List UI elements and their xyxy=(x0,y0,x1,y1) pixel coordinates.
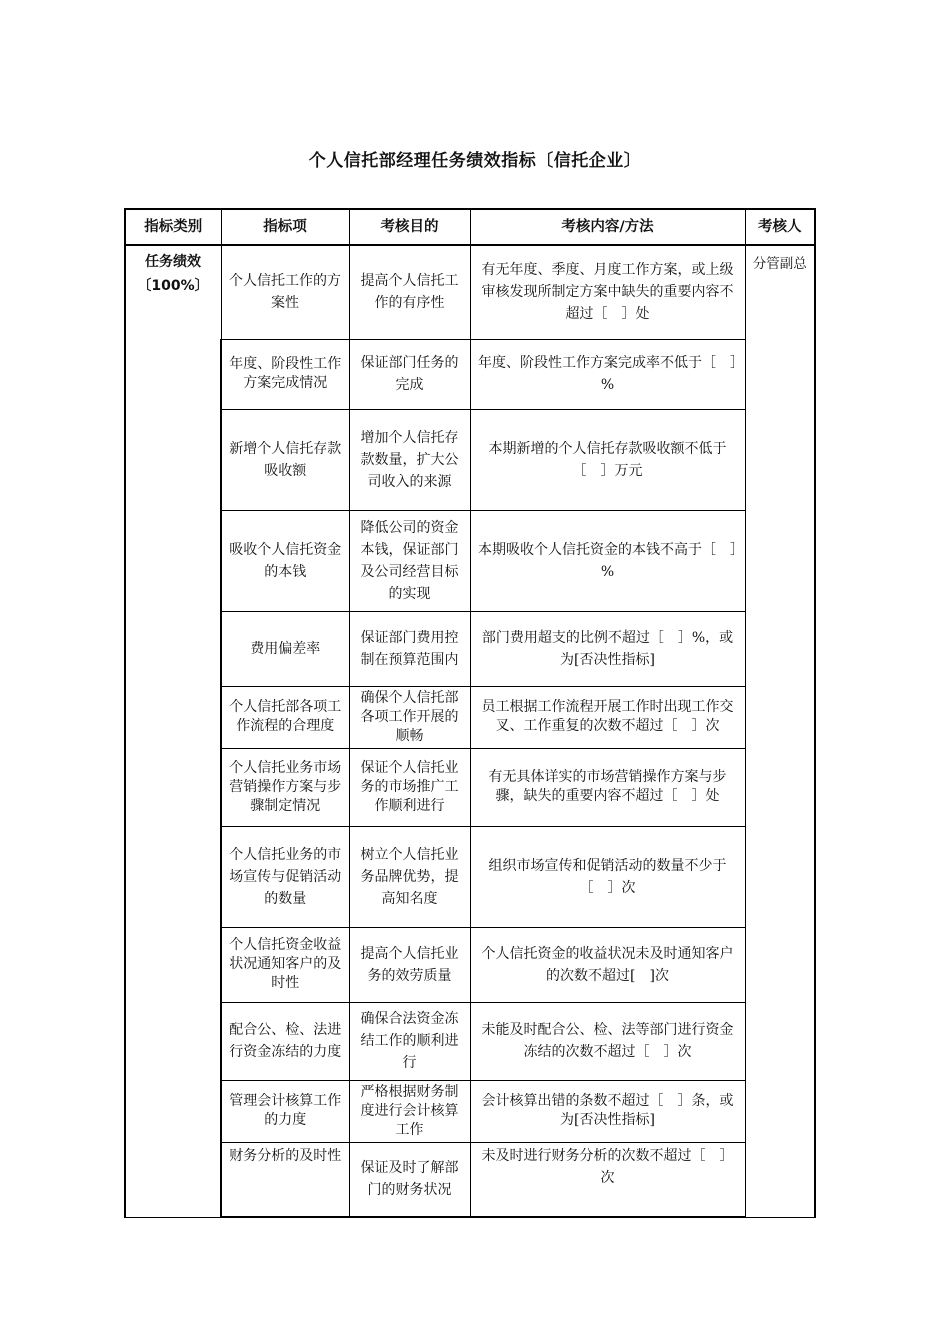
table-row xyxy=(125,611,815,686)
assessment-purpose: 降低公司的资金本钱，保证部门及公司经营目标的实现 xyxy=(349,510,470,611)
header-item: 指标项 xyxy=(221,209,349,245)
performance-table xyxy=(124,208,816,1218)
table-row xyxy=(125,510,815,611)
table-row xyxy=(125,245,815,339)
table-row xyxy=(125,748,815,826)
indicator-item: 财务分析的及时性 xyxy=(221,1142,349,1217)
table-row xyxy=(125,1142,815,1217)
indicator-item: 吸收个人信托资金的本钱 xyxy=(221,510,349,611)
assessment-purpose: 增加个人信托存款数量，扩大公司收入的来源 xyxy=(349,409,470,510)
reviewer-cell: 分管副总 xyxy=(745,245,815,1217)
category-weight: 〔100%〕 xyxy=(137,278,209,294)
assessment-content: 未能及时配合公、检、法等部门进行资金冻结的次数不超过［ ］次 xyxy=(470,1002,745,1080)
table-row xyxy=(125,927,815,1002)
assessment-content: 组织市场宣传和促销活动的数量不少于［ ］次 xyxy=(470,826,745,927)
header-reviewer: 考核人 xyxy=(745,209,815,245)
assessment-content: 会计核算出错的条数不超过［ ］条，或为[否决性指标] xyxy=(470,1080,745,1142)
assessment-content: 本期吸收个人信托资金的本钱不高于［ ］% xyxy=(470,510,745,611)
assessment-purpose: 保证部门任务的完成 xyxy=(349,339,470,409)
header-content: 考核内容/方法 xyxy=(470,209,745,245)
indicator-item: 新增个人信托存款吸收额 xyxy=(221,409,349,510)
indicator-item: 个人信托资金收益状况通知客户的及时性 xyxy=(221,927,349,1002)
table-row xyxy=(125,409,815,510)
assessment-content: 部门费用超支的比例不超过［ ］%，或为[否决性指标] xyxy=(470,611,745,686)
indicator-item: 管理会计核算工作的力度 xyxy=(221,1080,349,1142)
indicator-item: 配合公、检、法进行资金冻结的力度 xyxy=(221,1002,349,1080)
assessment-purpose: 确保合法资金冻结工作的顺利进行 xyxy=(349,1002,470,1080)
assessment-purpose: 树立个人信托业务品牌优势，提高知名度 xyxy=(349,826,470,927)
table-header-row xyxy=(125,209,815,245)
assessment-purpose: 提高个人信托工作的有序性 xyxy=(349,245,470,339)
indicator-item: 个人信托业务的市场宣传与促销活动的数量 xyxy=(221,826,349,927)
assessment-content: 员工根据工作流程开展工作时出现工作交叉、工作重复的次数不超过［ ］次 xyxy=(470,686,745,748)
assessment-content: 个人信托资金的收益状况未及时通知客户的次数不超过[ ]次 xyxy=(470,927,745,1002)
indicator-item: 个人信托业务市场营销操作方案与步骤制定情况 xyxy=(221,748,349,826)
category-label: 任务绩效 xyxy=(145,254,201,270)
assessment-content: 年度、阶段性工作方案完成率不低于［ ］% xyxy=(470,339,745,409)
indicator-item: 个人信托工作的方案性 xyxy=(221,245,349,339)
header-purpose: 考核目的 xyxy=(349,209,470,245)
indicator-item: 年度、阶段性工作方案完成情况 xyxy=(221,339,349,409)
indicator-item: 个人信托部各项工作流程的合理度 xyxy=(221,686,349,748)
category-cell xyxy=(125,245,221,1217)
page-title: 个人信托部经理任务绩效指标〔信托企业〕 xyxy=(308,151,642,171)
table-row xyxy=(125,1002,815,1080)
table-row xyxy=(125,339,815,409)
table-row xyxy=(125,686,815,748)
table-row xyxy=(125,1080,815,1142)
assessment-content: 未及时进行财务分析的次数不超过［ ］次 xyxy=(470,1142,745,1217)
assessment-purpose: 严格根据财务制度进行会计核算工作 xyxy=(349,1080,470,1142)
indicator-item: 费用偏差率 xyxy=(221,611,349,686)
assessment-content: 有无具体详实的市场营销操作方案与步骤，缺失的重要内容不超过［ ］处 xyxy=(470,748,745,826)
header-category: 指标类别 xyxy=(125,209,221,245)
assessment-purpose: 保证个人信托业务的市场推广工作顺利进行 xyxy=(349,748,470,826)
assessment-purpose: 保证及时了解部门的财务状况 xyxy=(349,1142,470,1217)
assessment-purpose: 保证部门费用控制在预算范围内 xyxy=(349,611,470,686)
table-row xyxy=(125,826,815,927)
assessment-purpose: 确保个人信托部各项工作开展的顺畅 xyxy=(349,686,470,748)
assessment-content: 本期新增的个人信托存款吸收额不低于［ ］万元 xyxy=(470,409,745,510)
assessment-purpose: 提高个人信托业务的效劳质量 xyxy=(349,927,470,1002)
assessment-content: 有无年度、季度、月度工作方案，或上级审核发现所制定方案中缺失的重要内容不超过［ ］处 xyxy=(470,245,745,339)
